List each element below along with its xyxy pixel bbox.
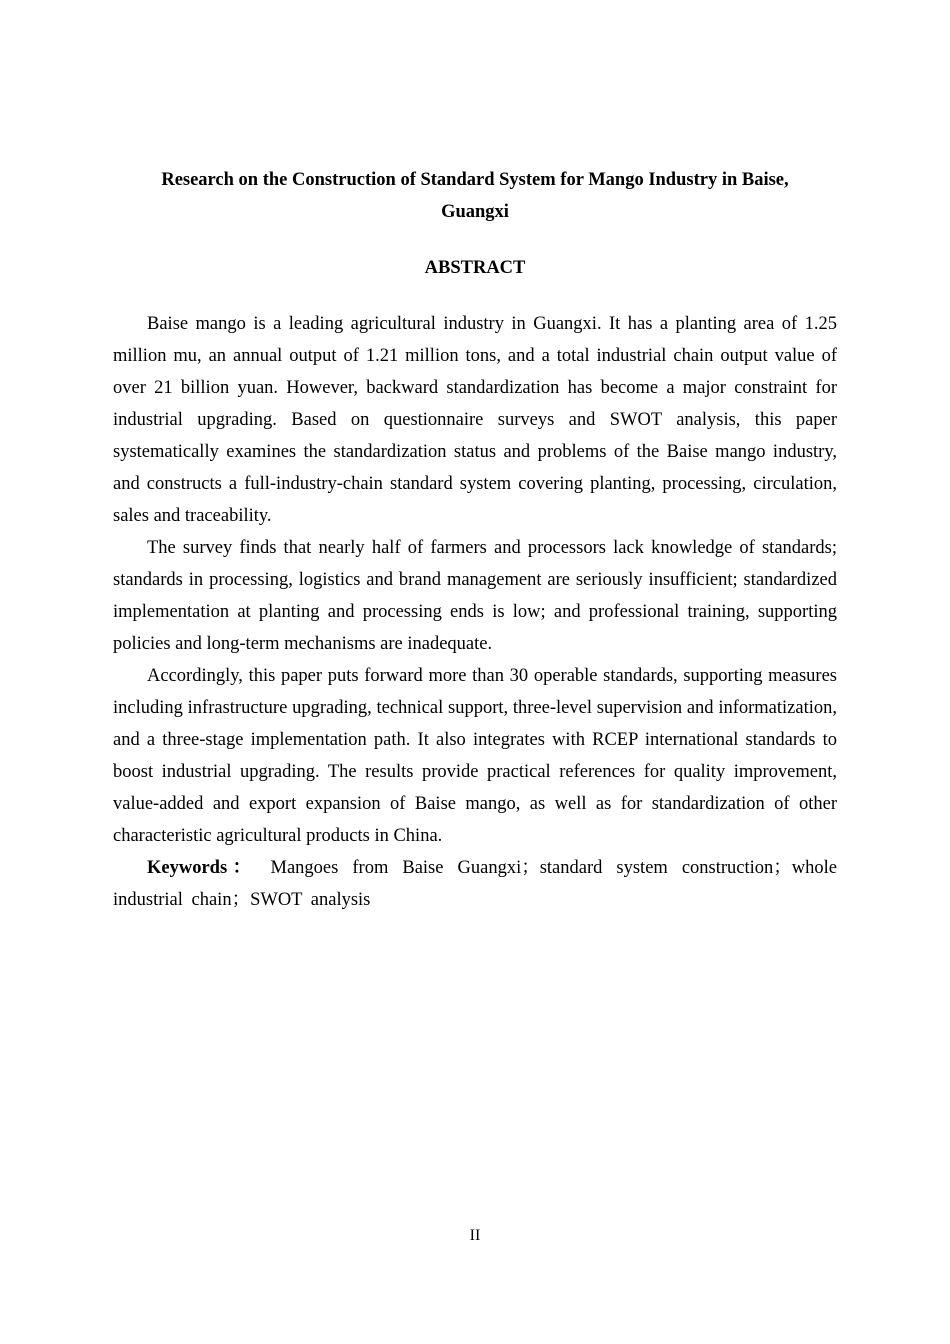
abstract-paragraph-3: Accordingly, this paper puts forward more than 30 operable standards, supporting measures including infrastructure upgrading, technical support, three-level supervision and informatization, and a three-stage implementation path. It also integrates with RCEP international standards to boost industrial upgrading. The results provide practical references for quality improvement, value-added and export expansion of Baise mango, as well as for standardization of other characteristic agricultural products in China.	[113, 666, 837, 846]
paper-title-line-2: Guangxi	[441, 202, 509, 222]
page-number: II	[469, 1227, 481, 1244]
paper-title	[150, 164, 800, 228]
abstract-paragraph-1: Baise mango is a leading agricultural industry in Guangxi. It has a planting area of 1.25 million mu, an annual output of 1.21 million tons, and a total industrial chain output value of over 21 billion yuan. However, backward standardization has become a major constraint for industrial upgrading. Based on questionnaire surveys and SWOT analysis, this paper systematically examines the standardization status and problems of the Baise mango industry, and constructs a full-industry-chain standard system covering planting, processing, circulation, sales and traceability.	[113, 314, 837, 526]
paper-title-line-1: Research on the Construction of Standard System for Mango Industry in Baise,	[161, 170, 789, 190]
abstract-paragraph-2: The survey finds that nearly half of farmers and processors lack knowledge of standards; standards in processing, logistics and brand management are seriously insufficient; standardized implementation at planting and processing ends is low; and professional training, supporting policies and long-term mechanisms are inadequate.	[113, 538, 837, 654]
keywords-label: Keywords：	[147, 858, 257, 878]
abstract-body	[113, 308, 837, 916]
keywords-line	[113, 852, 837, 916]
keywords-text: Mangoes from Baise Guangxi；standard system construction；whole industrial chain；SWOT analysis	[113, 858, 837, 910]
abstract-heading: ABSTRACT	[424, 258, 526, 278]
